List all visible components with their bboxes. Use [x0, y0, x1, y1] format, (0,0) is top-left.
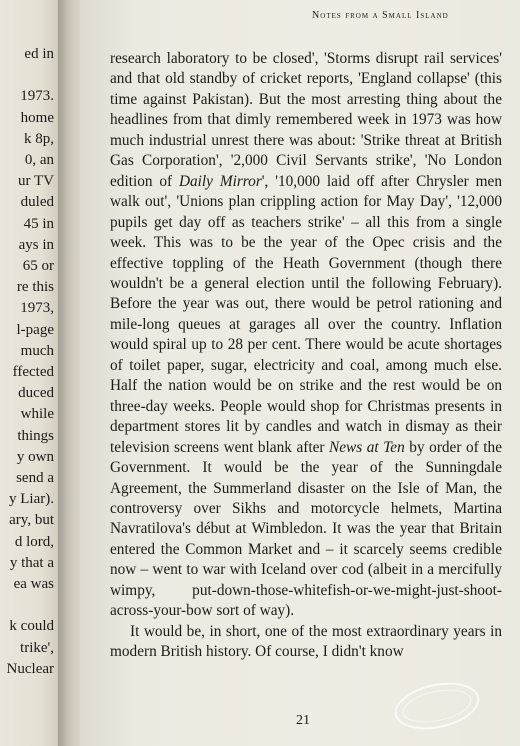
- left-page-fragment: l-page: [16, 321, 54, 338]
- left-page-fragment: k 8p,: [24, 130, 54, 147]
- left-page-fragment: ffected: [12, 364, 54, 380]
- running-head: [312, 10, 449, 21]
- paragraph-1: research laboratory to be closed', 'Storms disrupt rail services' and that old standby of cricket reports, 'England collapse' (this time against Pakistan). But the most arresting thing about the headlines from that dimly remembered week in 1973 was how much industrial unrest there was about: 'Strike threat at British Gas Corporation', '2,000 Civil Servants strike', 'No London edition of Daily Mirror', '10,000 laid off after Chrysler men walk out', 'Unions plan crippling action for May Day', '12,000 pupils get day off as teachers strike' – all this from a single week. This was to be the year of the Opec crisis and the effective toppling of the Heath Government (though there wouldn't be a general election until the following February). Before the year was out, there would be petrol rationing and mile-long queues at garages all over the country. Inflation would spiral up to 28 per cent. There would be acute shortages of toilet paper, sugar, electricity and coal, among much else. Half the nation would be on strike and the rest would be on three-day weeks. People would shop for Christmas presents in department stores lit by candles and watch in dismay as their television screens went blank after News at Ten by order of the Government. It would be the year of the Sunningdale Agreement, the Summerland disaster on the Isle of Man, the controversy over Sikhs and motorcycle helmets, Martina Navratilova's début at Wimbledon. It was the year that Britain entered the Common Market and – it scarcely seems credible now – went to war with Iceland over cod (albeit in a mercifully wimpy, put-down-those-whitefish-or-we-might-just-shoot-across-your-bow sort of way).: [110, 50, 502, 620]
- left-page-fragment: 1973,: [20, 300, 54, 317]
- left-page-fragment: while: [20, 406, 54, 423]
- left-page-fragment: things: [17, 427, 54, 444]
- left-page-fragment: y own: [16, 448, 54, 465]
- left-page-fragment: ays in: [18, 236, 54, 253]
- left-page-fragment: duled: [20, 194, 54, 211]
- left-page-fragment: re this: [16, 279, 54, 296]
- left-page-fragment: 1973.: [20, 88, 54, 105]
- left-page-fragment: y Liar).: [9, 491, 54, 508]
- left-page-fragment: k could: [9, 618, 54, 635]
- left-page-fragment: ary, but: [9, 512, 54, 529]
- left-page-fragment: 65 or: [22, 258, 54, 274]
- left-page-fragment: 45 in: [23, 215, 54, 232]
- left-page-fragment: send a: [16, 470, 54, 486]
- left-page-fragment: Nuclear: [6, 660, 54, 677]
- left-page-fragment: home: [20, 109, 54, 126]
- left-page-fragment: trike',: [20, 639, 54, 656]
- left-page-fragment: ur TV: [18, 173, 54, 190]
- left-page-fragment: 0, an: [24, 152, 54, 168]
- running-head-text: Notes from a Small Island: [312, 10, 449, 21]
- left-page-fragment: ed in: [24, 46, 54, 62]
- left-page-fragment: d lord,: [14, 533, 54, 550]
- left-page-fragment: duced: [18, 385, 54, 402]
- paragraph-2: It would be, in short, one of the most extraordinary years in modern British history. Of course, I didn't know: [110, 622, 502, 661]
- left-page-fragment: y that a: [9, 554, 54, 571]
- left-page-fragment: much: [20, 342, 54, 359]
- page-number: 21: [296, 713, 310, 728]
- body-text: [110, 49, 502, 663]
- left-page-fragment: ea was: [13, 576, 54, 592]
